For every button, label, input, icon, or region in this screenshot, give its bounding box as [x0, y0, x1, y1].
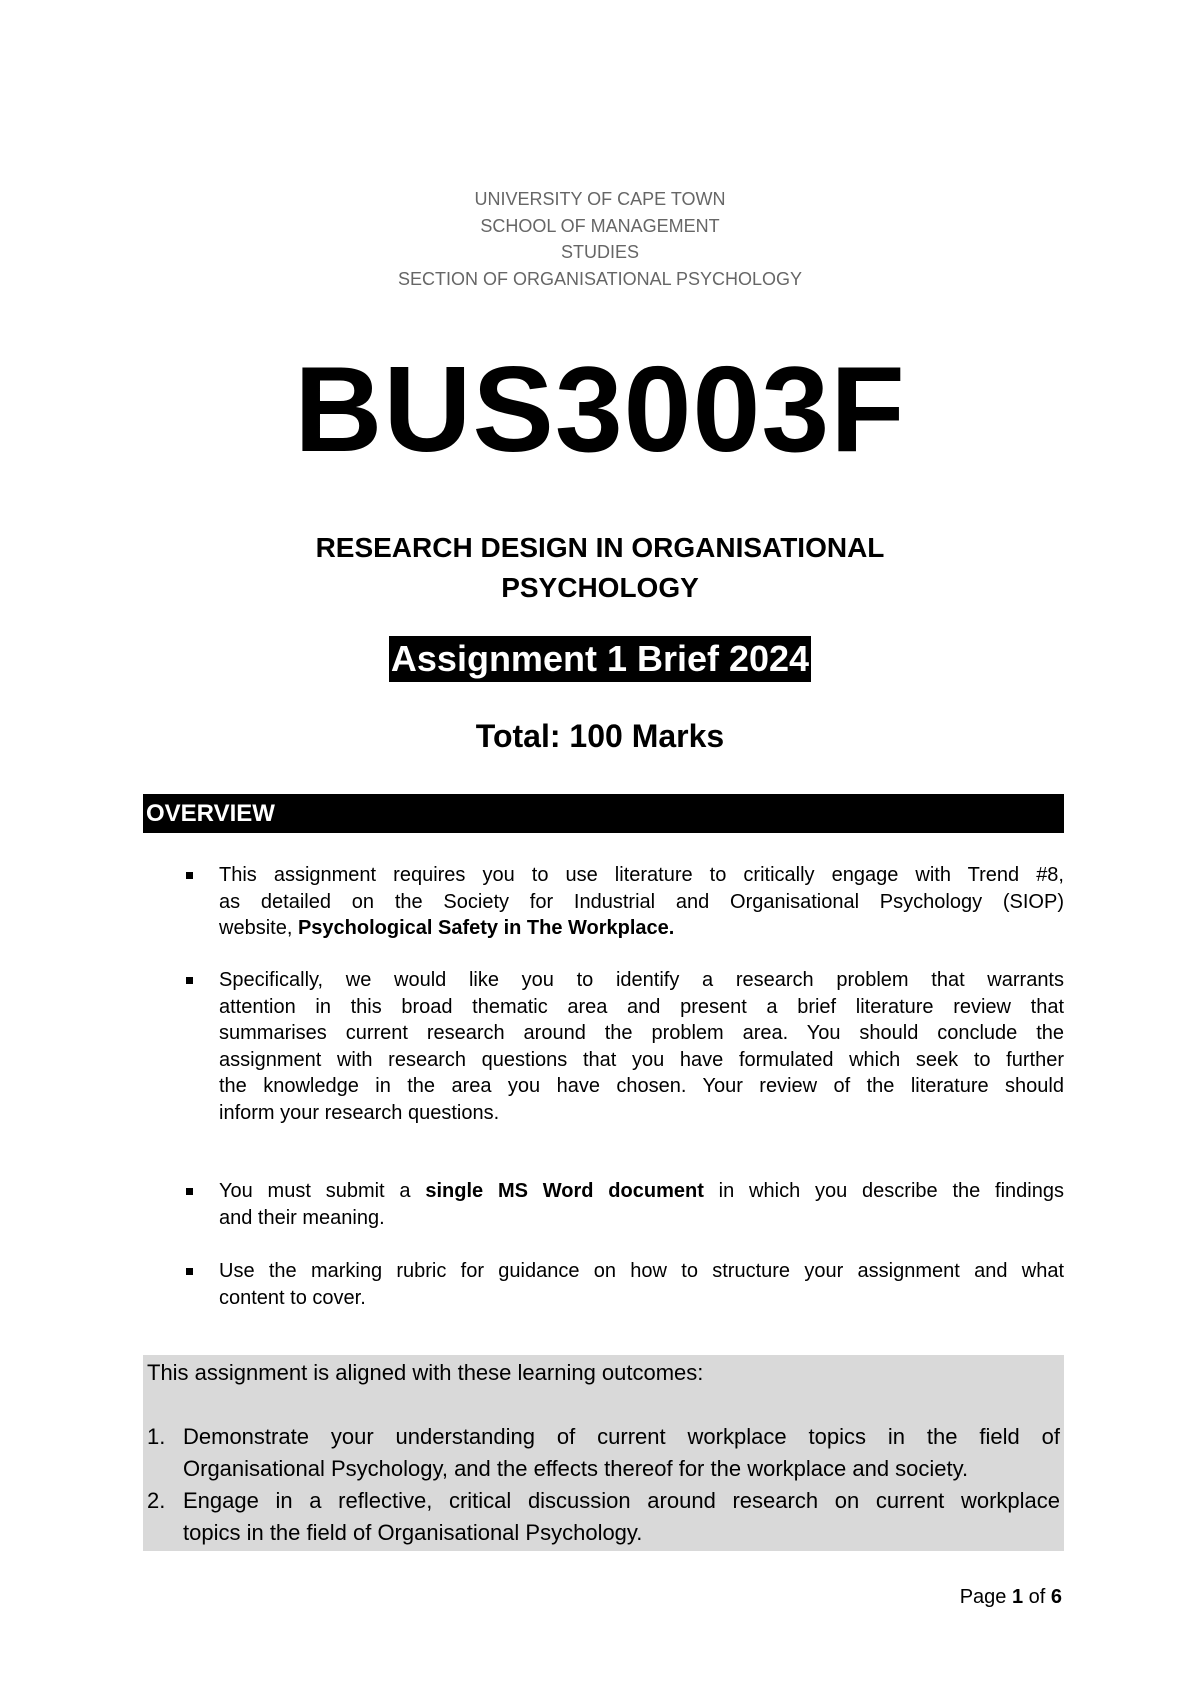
course-title-line2: PSYCHOLOGY — [501, 572, 699, 603]
course-code: BUS3003F — [294, 341, 906, 477]
bullet-square-icon — [186, 1188, 193, 1195]
course-title-line1: RESEARCH DESIGN IN ORGANISATIONAL — [315, 532, 885, 563]
learning-outcomes-intro: This assignment is aligned with these learning outcomes: — [147, 1360, 704, 1385]
bullet-text: Use the marking rubric for guidance on how to structure your assignment and what content to cover. — [219, 1260, 1064, 1309]
institution-header — [0, 186, 1200, 292]
learning-outcomes-box — [143, 1355, 1064, 1551]
outcome-text-line: Organisational Psychology, and the effects thereof for the workplace and society. — [183, 1456, 969, 1481]
bullet-text: You must submit a single MS Word document in which you describe the findings and their meaning. — [219, 1180, 1064, 1229]
outcome-text-line: Engage in a reflective, critical discussion around research on current workplace — [183, 1488, 1060, 1513]
bullet-text: This assignment requires you to use literature to critically engage with Trend #8, as detailed on the Society for Industrial and Organisational Psychology (SIOP) website, Psychological Safety in The Workplace. — [219, 864, 1064, 939]
school-name-cont: STUDIES — [560, 242, 639, 262]
assignment-brief-title: Assignment 1 Brief 2024 — [389, 636, 811, 682]
section-name: SECTION OF ORGANISATIONAL PSYCHOLOGY — [397, 268, 803, 289]
outcome-number: 2. — [147, 1488, 166, 1513]
outcome-text-line: Demonstrate your understanding of current workplace topics in the field of — [183, 1424, 1060, 1449]
school-name: SCHOOL OF MANAGEMENT — [480, 215, 720, 236]
bullet-square-icon — [186, 977, 193, 984]
outcome-text-line: topics in the field of Organisational Psychology. — [183, 1520, 643, 1545]
bullet-square-icon — [186, 1268, 193, 1275]
overview-heading: OVERVIEW — [143, 794, 1064, 833]
university-name: UNIVERSITY OF CAPE TOWN — [474, 189, 726, 209]
outcome-number: 1. — [147, 1424, 166, 1449]
total-marks: Total: 100 Marks — [475, 718, 725, 754]
bullet-square-icon — [186, 872, 193, 879]
brief-title-wrap — [0, 636, 1200, 682]
course-title — [0, 528, 1200, 608]
page-number: Page 1 of 6 — [959, 1586, 1062, 1608]
bullet-text: Specifically, we would like you to identify a research problem that warrants attention in this broad thematic area and present a brief literature review that summarises current research around the problem area. You should conclude the assignment with research questions that you have formulated which seek to further the knowledge in the area you have chosen. Your review of the literature should inform your research questions. — [219, 969, 1064, 1124]
